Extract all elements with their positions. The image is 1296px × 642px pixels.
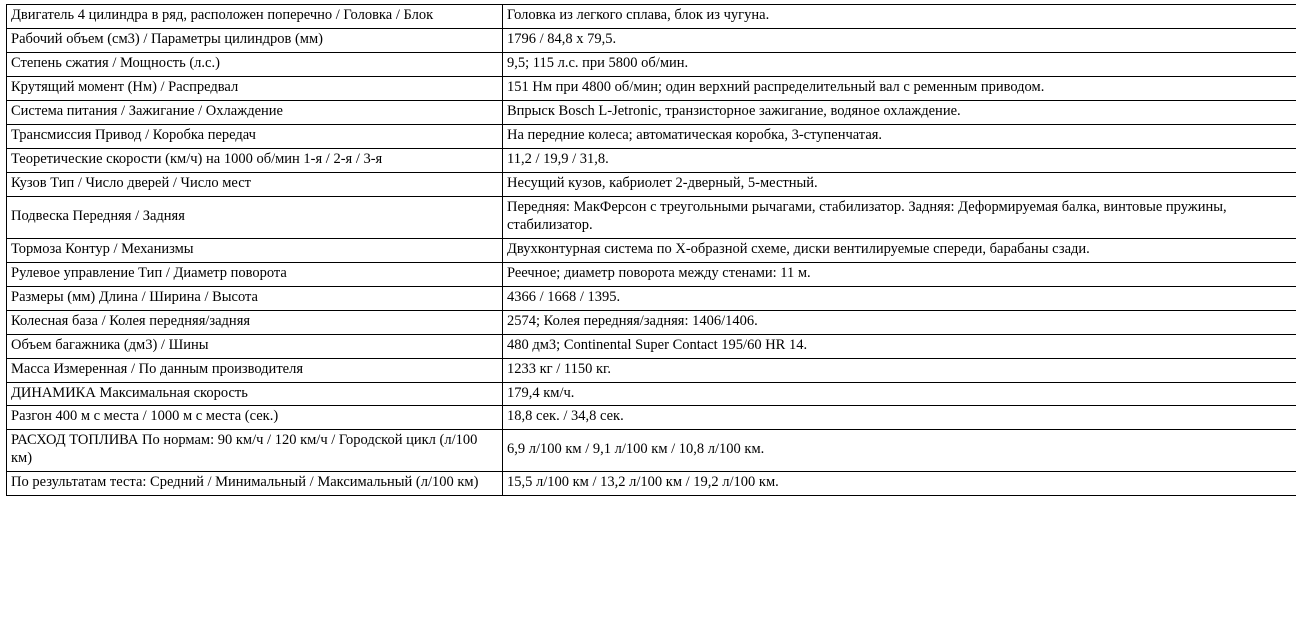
spec-label: Двигатель 4 цилиндра в ряд, расположен поперечно / Головка / Блок (7, 5, 503, 29)
spec-value: Несущий кузов, кабриолет 2-дверный, 5-местный. (503, 172, 1296, 196)
spec-label: Трансмиссия Привод / Коробка передач (7, 124, 503, 148)
spec-value: 179,4 км/ч. (503, 382, 1296, 406)
specification-table-body (7, 5, 1296, 496)
spec-value: 9,5; 115 л.с. при 5800 об/мин. (503, 52, 1296, 76)
table-row (7, 238, 1296, 262)
table-row (7, 172, 1296, 196)
spec-label: Объем багажника (дм3) / Шины (7, 334, 503, 358)
spec-value: Головка из легкого сплава, блок из чугуна. (503, 5, 1296, 29)
spec-label: Степень сжатия / Мощность (л.с.) (7, 52, 503, 76)
spec-label: Разгон 400 м с места / 1000 м с места (сек.) (7, 406, 503, 430)
table-row (7, 28, 1296, 52)
table-row (7, 76, 1296, 100)
table-row (7, 100, 1296, 124)
spec-value: 6,9 л/100 км / 9,1 л/100 км / 10,8 л/100 км. (503, 430, 1296, 472)
spec-value: 4366 / 1668 / 1395. (503, 286, 1296, 310)
table-row (7, 148, 1296, 172)
spec-value: 18,8 сек. / 34,8 сек. (503, 406, 1296, 430)
spec-value: На передние колеса; автоматическая коробка, 3-ступенчатая. (503, 124, 1296, 148)
spec-label: Тормоза Контур / Механизмы (7, 238, 503, 262)
table-row (7, 406, 1296, 430)
spec-value: Впрыск Bosch L-Jetronic, транзисторное зажигание, водяное охлаждение. (503, 100, 1296, 124)
spec-label: Подвеска Передняя / Задняя (7, 196, 503, 238)
table-row (7, 310, 1296, 334)
spec-label: Крутящий момент (Нм) / Распредвал (7, 76, 503, 100)
spec-value: Реечное; диаметр поворота между стенами: 11 м. (503, 262, 1296, 286)
table-row (7, 334, 1296, 358)
table-row (7, 52, 1296, 76)
table-row (7, 5, 1296, 29)
spec-label: Система питания / Зажигание / Охлаждение (7, 100, 503, 124)
spec-label: Колесная база / Колея передняя/задняя (7, 310, 503, 334)
spec-label: Теоретические скорости (км/ч) на 1000 об/мин 1-я / 2-я / 3-я (7, 148, 503, 172)
spec-value: 151 Нм при 4800 об/мин; один верхний распределительный вал с ременным приводом. (503, 76, 1296, 100)
spec-label: Масса Измеренная / По данным производителя (7, 358, 503, 382)
spec-value: 480 дм3; Continental Super Contact 195/60 HR 14. (503, 334, 1296, 358)
spec-label: Кузов Тип / Число дверей / Число мест (7, 172, 503, 196)
spec-label: Рабочий объем (см3) / Параметры цилиндров (мм) (7, 28, 503, 52)
table-row (7, 124, 1296, 148)
spec-label: Рулевое управление Тип / Диаметр поворота (7, 262, 503, 286)
spec-value: 11,2 / 19,9 / 31,8. (503, 148, 1296, 172)
spec-label: Размеры (мм) Длина / Ширина / Высота (7, 286, 503, 310)
table-row (7, 262, 1296, 286)
table-row (7, 286, 1296, 310)
spec-label: ДИНАМИКА Максимальная скорость (7, 382, 503, 406)
spec-label: РАСХОД ТОПЛИВА По нормам: 90 км/ч / 120 км/ч / Городской цикл (л/100 км) (7, 430, 503, 472)
spec-value: 2574; Колея передняя/задняя: 1406/1406. (503, 310, 1296, 334)
spec-value: Двухконтурная система по X-образной схеме, диски вентилируемые спереди, барабаны сзади. (503, 238, 1296, 262)
specification-table (6, 4, 1296, 496)
spec-value: 1233 кг / 1150 кг. (503, 358, 1296, 382)
spec-value: 1796 / 84,8 x 79,5. (503, 28, 1296, 52)
spec-label: По результатам теста: Средний / Минимальный / Максимальный (л/100 км) (7, 472, 503, 496)
table-row (7, 358, 1296, 382)
table-row (7, 472, 1296, 496)
table-row (7, 382, 1296, 406)
table-row (7, 430, 1296, 472)
spec-value: 15,5 л/100 км / 13,2 л/100 км / 19,2 л/100 км. (503, 472, 1296, 496)
spec-value: Передняя: МакФерсон с треугольными рычагами, стабилизатор. Задняя: Деформируемая балка, винтовые пружины, стабилизатор. (503, 196, 1296, 238)
table-row (7, 196, 1296, 238)
